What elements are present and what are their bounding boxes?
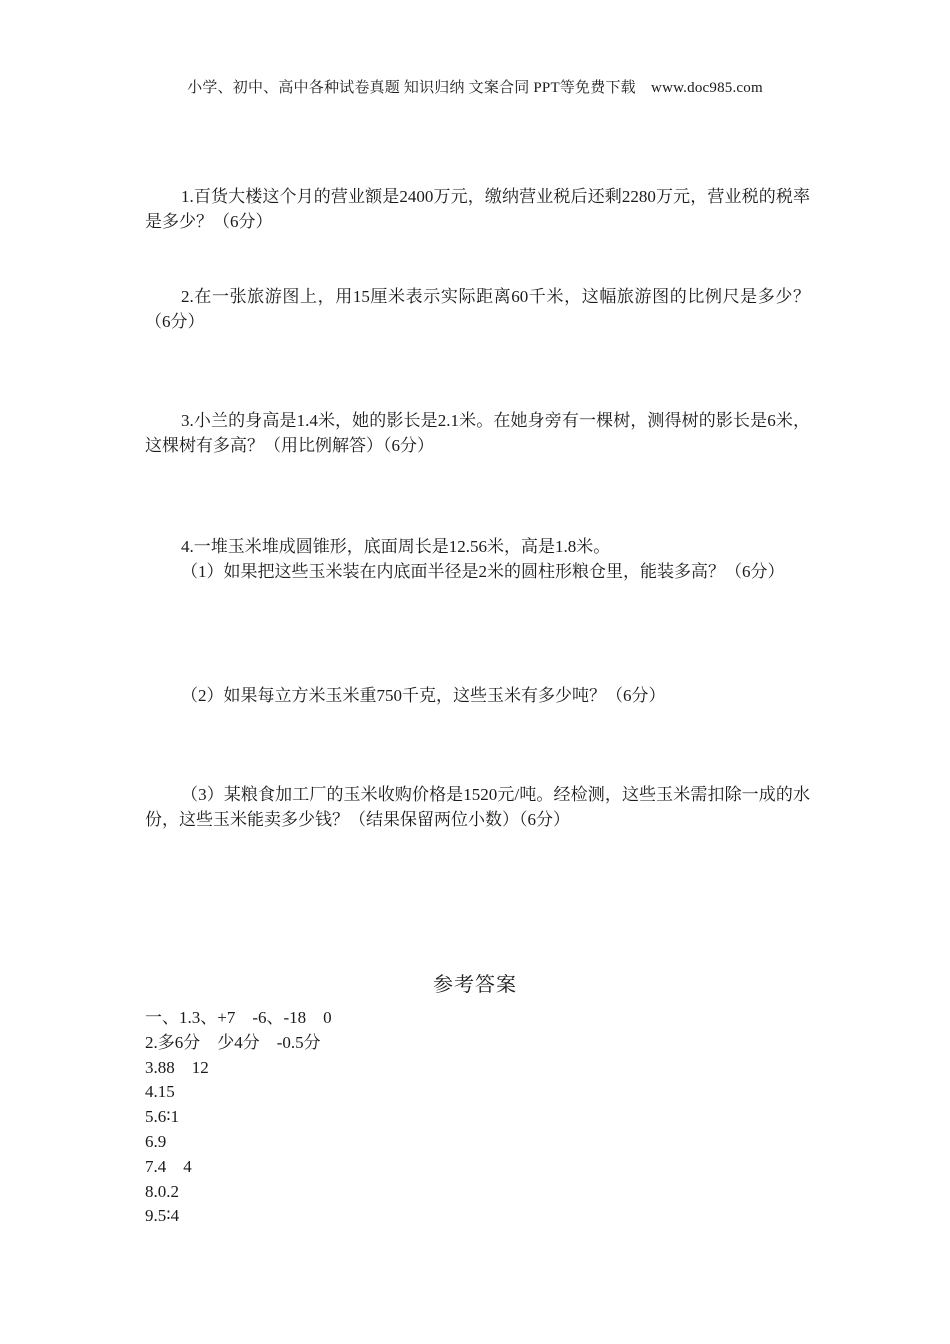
question-4-part-3: （3）某粮食加工厂的玉米收购价格是1520元/吨。经检测，这些玉米需扣除一成的水份，这些玉米能卖多少钱？（结果保留两位小数）（6分） [145, 785, 810, 829]
answer-line: 9.5∶4 [145, 1206, 180, 1226]
answer-line: 3.88 12 [145, 1057, 209, 1077]
answer-line: 4.15 [145, 1082, 175, 1102]
question-4-part-1: （1）如果把这些玉米装在内底面半径是2米的圆柱形粮仓里，能装多高？（6分） [181, 562, 785, 581]
question-2: 2.在一张旅游图上，用15厘米表示实际距离60千米，这幅旅游图的比例尺是多少？（6分） [145, 287, 810, 331]
page-header: 小学、初中、高中各种试卷真题 知识归纳 文案合同 PPT等免费下载 www.doc985.com [187, 80, 763, 96]
answer-line: 一、1.3、+7 -6、-18 0 [145, 1008, 332, 1027]
answer-line: 2.多6分 少4分 -0.5分 [145, 1032, 321, 1052]
answer-line: 7.4 4 [145, 1156, 192, 1176]
answer-key-list [145, 1006, 645, 1229]
question-3: 3.小兰的身高是1.4米，她的影长是2.1米。在她身旁有一棵树，测得树的影长是6米，这棵树有多高？（用比例解答）（6分） [145, 411, 810, 455]
answer-line: 5.6∶1 [145, 1107, 180, 1127]
answer-key-title: 参考答案 [433, 972, 517, 996]
question-1: 1.百货大楼这个月的营业额是2400万元，缴纳营业税后还剩2280万元，营业税的税率是多少？（6分） [145, 187, 810, 231]
question-4-part-2: （2）如果每立方米玉米重750千克，这些玉米有多少吨？（6分） [181, 686, 666, 705]
answer-line: 6.9 [145, 1131, 167, 1151]
answer-line: 8.0.2 [145, 1181, 179, 1201]
question-4-stem: 4.一堆玉米堆成圆锥形，底面周长是12.56米，高是1.8米。 [181, 537, 611, 556]
